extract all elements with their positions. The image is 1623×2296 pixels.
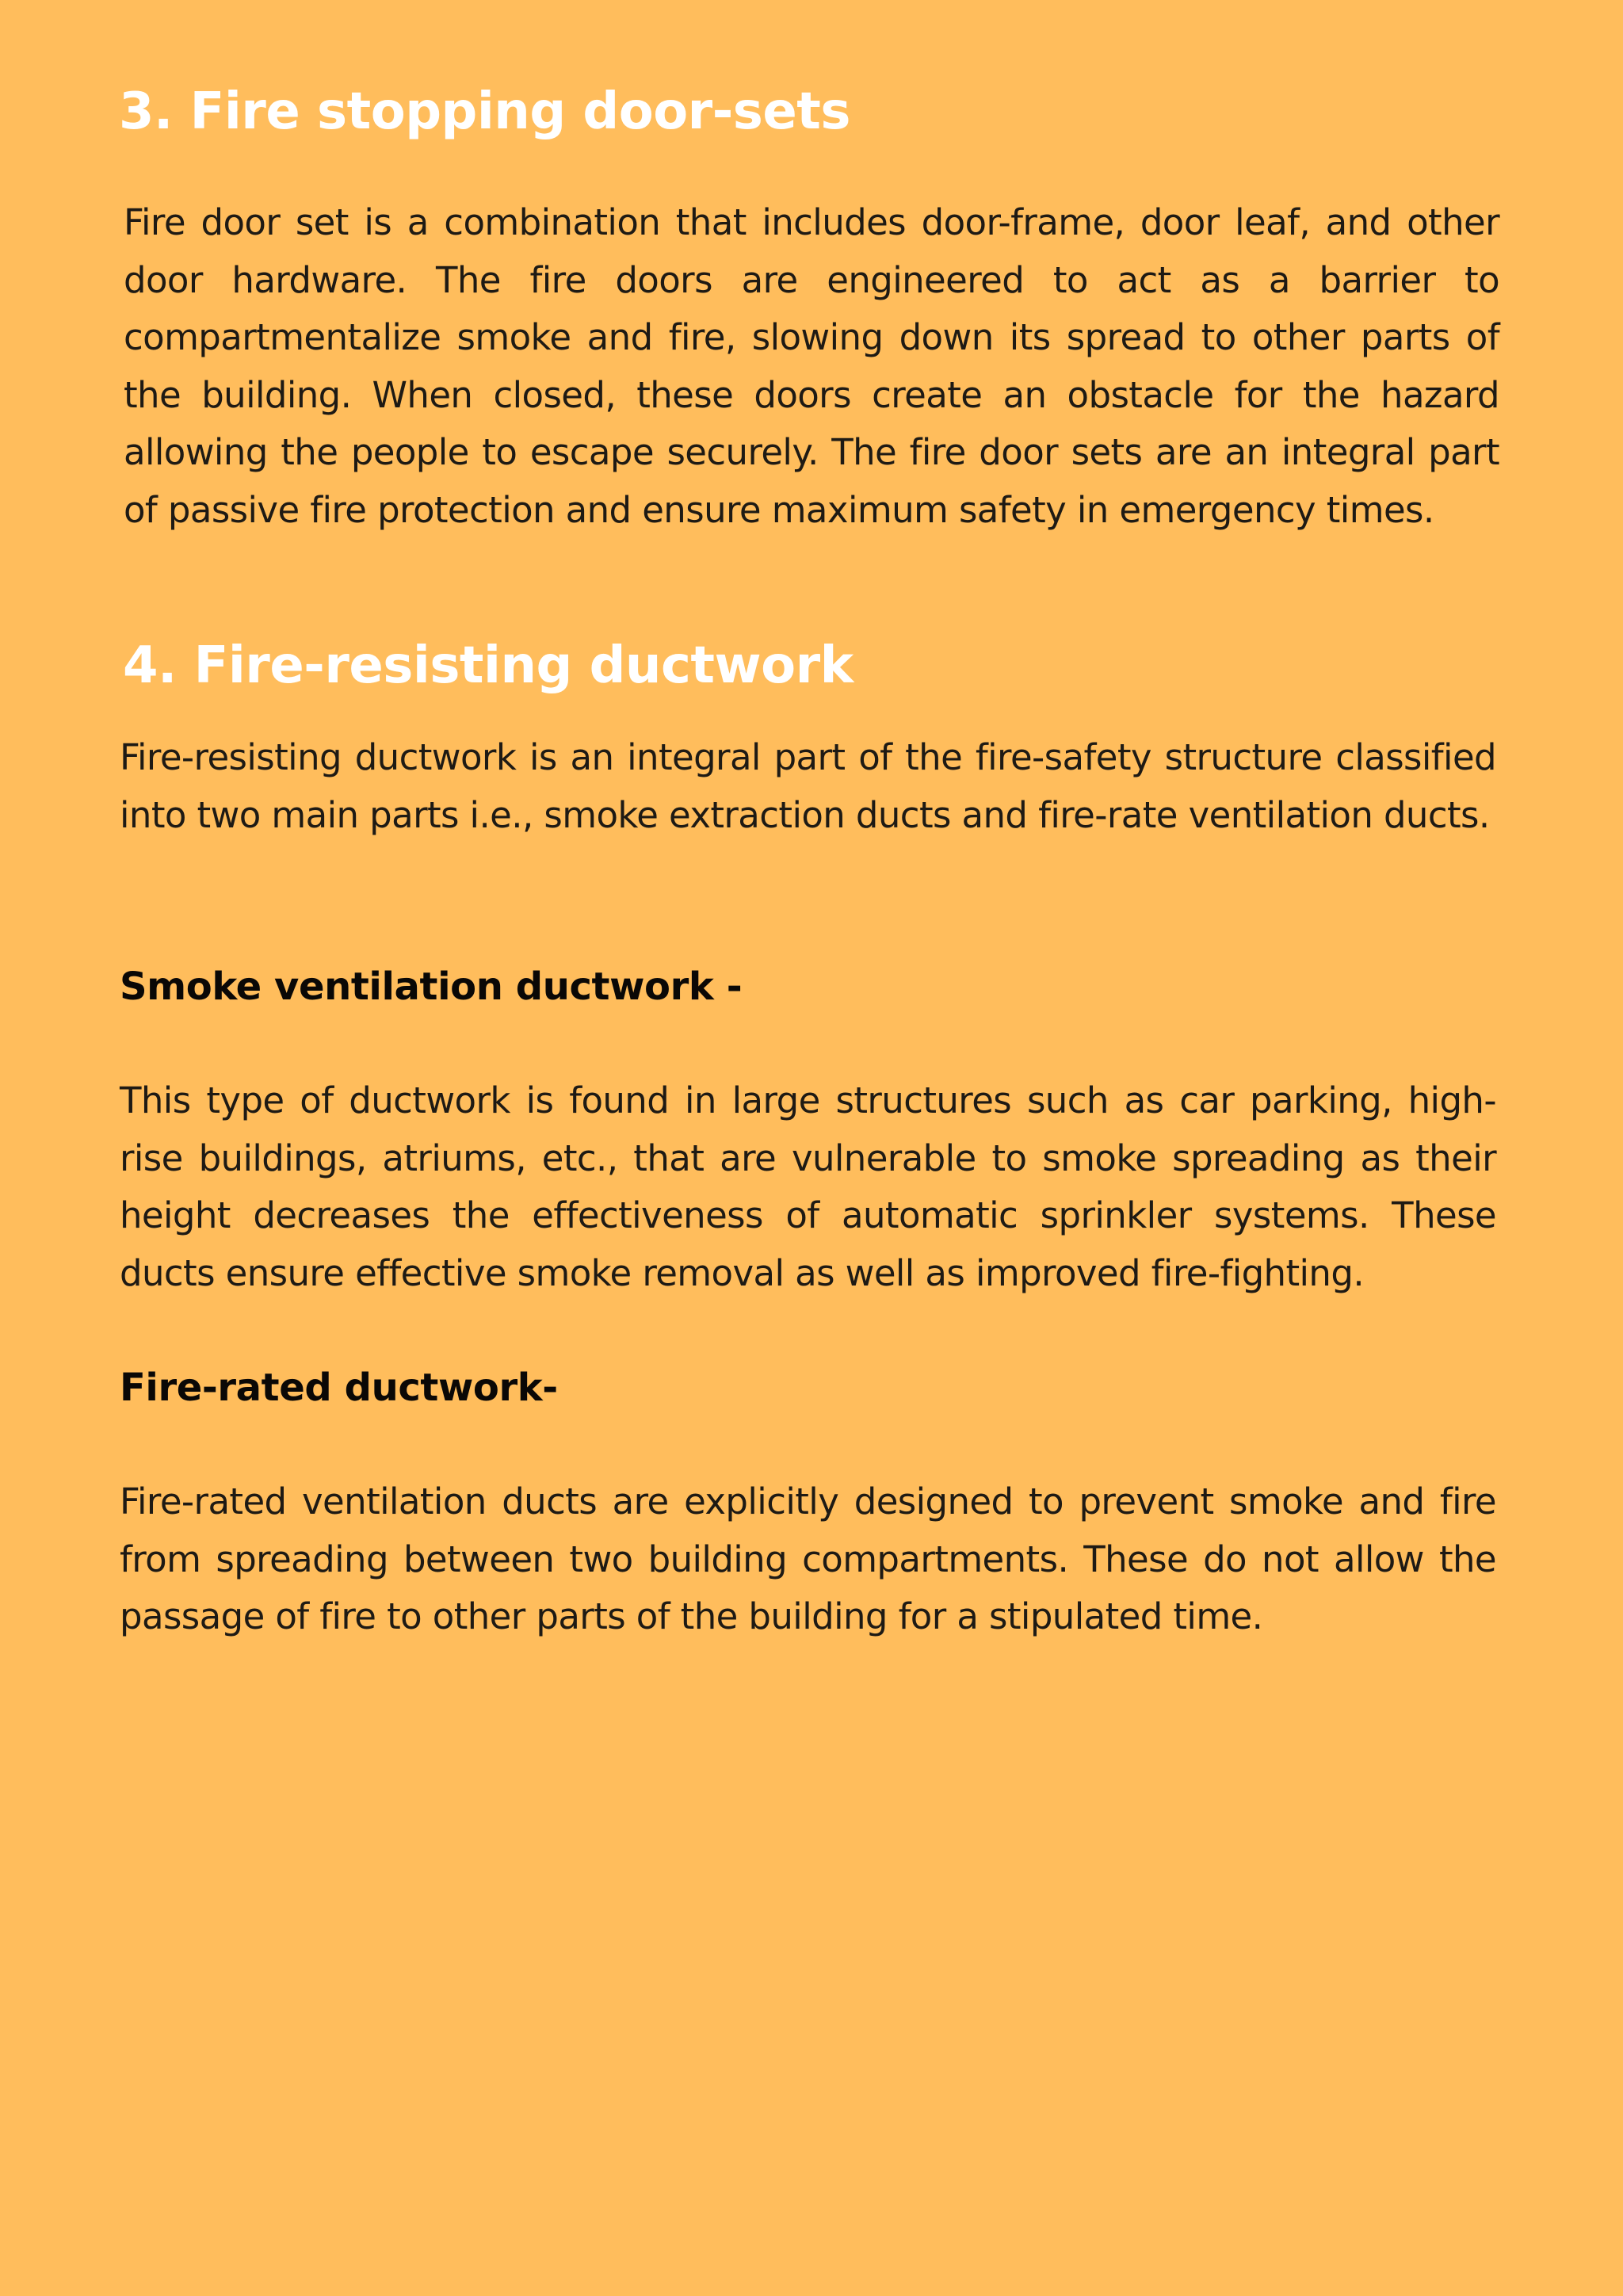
section-heading-ductwork: 4. Fire-resisting ductwork (123, 636, 854, 695)
section-body-door-sets: Fire door set is a combination that includes door-frame, door leaf, and other door hardware. The fire doors are engineered to act as a barrier to compartmentalize smoke and fire, slowing down its spread to other parts of the building. When closed, these doors create an obstacle for the hazard allowing the people to escape securely. The fire door sets are an integral part of passive fire protection and ensure maximum safety in emergency times. (124, 201, 1499, 531)
subheading-smoke-ventilation: Smoke ventilation ductwork - (120, 965, 743, 1009)
body-fire-rated: Fire-rated ventilation ducts are explicitly designed to prevent smoke and fire from spreading between two building compartments. These do not allow the passage of fire to other parts of the building for a stipulated time. (120, 1480, 1496, 1637)
section-heading-door-sets: 3. Fire stopping door-sets (119, 82, 850, 141)
section-body-ductwork: Fire-resisting ductwork is an integral part of the fire-safety structure classified into two main parts i.e., smoke extraction ducts and fire-rate ventilation ducts. (120, 736, 1496, 836)
body-smoke-ventilation: This type of ductwork is found in large structures such as car parking, high-rise buildings, atriums, etc., that are vulnerable to smoke spreading as their height decreases the effectiveness of automatic sprinkler systems. These ducts ensure effective smoke removal as well as improved fire-fighting. (120, 1079, 1496, 1294)
subheading-fire-rated: Fire-rated ductwork- (120, 1366, 558, 1410)
